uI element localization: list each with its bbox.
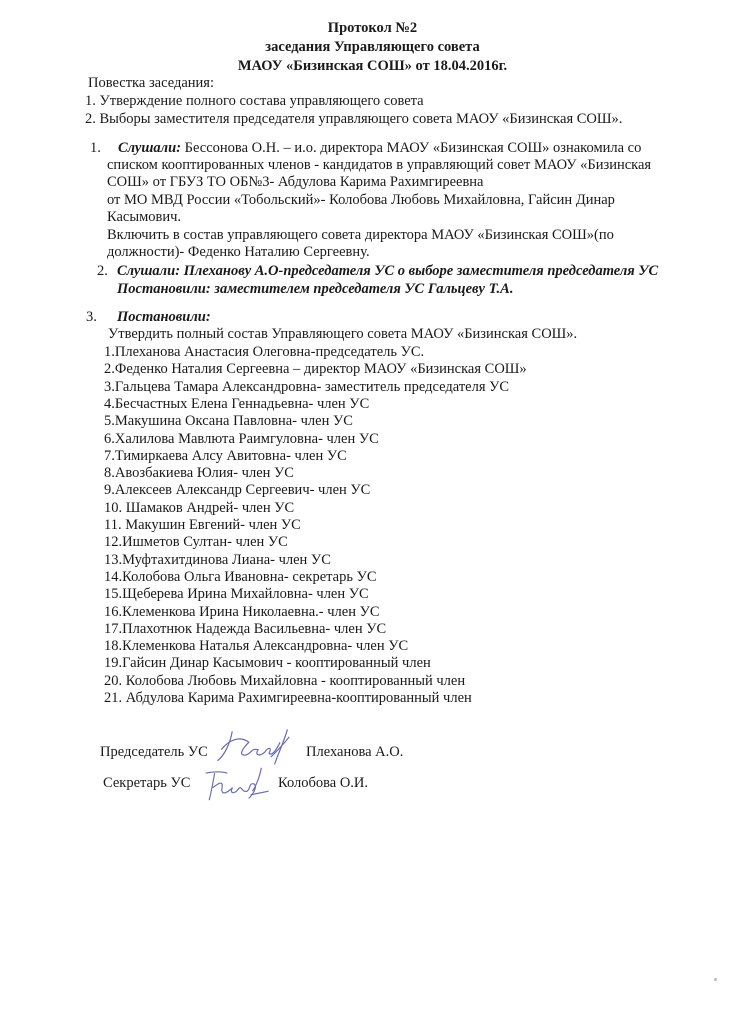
document-org-date: МАОУ «Бизинская СОШ» от 18.04.2016г. bbox=[237, 58, 508, 74]
member-item: 4.Бесчастных Елена Геннадьевна- член УС bbox=[104, 395, 370, 412]
section3-label: Постановили: bbox=[117, 309, 211, 325]
agenda-item: 1. Утверждение полного состава управляющего совета bbox=[85, 93, 424, 109]
section1-label: Слушали: bbox=[118, 140, 182, 156]
member-item: 7.Тимиркаева Алсу Авитовна- член УС bbox=[104, 447, 347, 464]
member-item: 16.Клеменкова Ирина Николаевна.- член УС bbox=[104, 603, 380, 620]
member-item: 11. Макушин Евгений- член УС bbox=[104, 517, 301, 533]
member-item: 8.Авозбакиева Юлия- член УС bbox=[104, 465, 294, 482]
section2-heard: Слушали: Плеханову А.О-председателя УС о выборе заместителя председателя УС bbox=[117, 263, 659, 279]
member-item: 18.Клеменкова Наталья Александровна- член УС bbox=[104, 638, 409, 655]
member-item: 17.Плахотнюк Надежда Васильевна- член УС bbox=[104, 620, 387, 637]
secretary-name: Колобова О.И. bbox=[278, 775, 369, 791]
section1-line: от МО МВД России «Тобольский»- Колобова Любовь Михайловна, Гайсин Динар bbox=[107, 192, 615, 208]
section3-number: 3. bbox=[86, 309, 97, 325]
member-item: 9.Алексеев Александр Сергеевич- член УС bbox=[104, 482, 371, 499]
member-item: 6.Халилова Мавлюта Раимгуловна- член УС bbox=[104, 430, 379, 447]
section1-number: 1. bbox=[90, 140, 101, 156]
member-item: 20. Колобова Любовь Михайловна - кооптированный член bbox=[104, 672, 466, 689]
member-item: 21. Абдулова Карима Рахимгиреевна-кооптированный член bbox=[104, 690, 472, 706]
section1-line: списком кооптированных членов - кандидатов в управляющий совет МАОУ «Бизинская bbox=[107, 157, 652, 173]
member-item: 13.Муфтахитдинова Лиана- член УС bbox=[104, 551, 331, 568]
document-title: Протокол №2 bbox=[327, 20, 418, 36]
scan-speck bbox=[714, 978, 717, 981]
section1-line: СОШ» от ГБУЗ ТО ОБ№3- Абдулова Карима Рахимгиреевна bbox=[107, 174, 484, 190]
document-subtitle: заседания Управляющего совета bbox=[265, 39, 480, 55]
secretary-label: Секретарь УС bbox=[103, 775, 191, 791]
section1-text: Бессонова О.Н. – и.о. директора МАОУ «Бизинская СОШ» ознакомила со bbox=[184, 140, 642, 156]
member-item: 12.Ишметов Султан- член УС bbox=[104, 534, 288, 551]
member-item: 15.Щеберева Ирина Михайловна- член УС bbox=[104, 586, 369, 603]
secretary-signature bbox=[202, 762, 274, 806]
member-item: 10. Шамаков Андрей- член УС bbox=[104, 499, 295, 516]
member-item: 1.Плеханова Анастасия Олеговна-председатель УС. bbox=[104, 344, 425, 360]
section3-intro: Утвердить полный состав Управляющего совета МАОУ «Бизинская СОШ». bbox=[108, 326, 578, 342]
section2-decided: Постановили: заместителем председателя УС Гальцеву Т.А. bbox=[117, 281, 514, 297]
agenda-heading: Повестка заседания: bbox=[88, 75, 214, 91]
chair-label: Председатель УС bbox=[100, 744, 208, 760]
section1-line: Включить в состав управляющего совета директора МАОУ «Бизинская СОШ»(по bbox=[107, 227, 614, 243]
section1-line: должности)- Феденко Наталию Сергеевну. bbox=[107, 244, 370, 260]
member-item: 19.Гайсин Динар Касымович - кооптированный член bbox=[104, 655, 431, 672]
member-item: 14.Колобова Ольга Ивановна- секретарь УС bbox=[104, 568, 377, 585]
chair-name: Плеханова А.О. bbox=[306, 744, 404, 760]
member-item: 5.Макушина Оксана Павловна- член УС bbox=[104, 413, 353, 430]
member-item: 2.Феденко Наталия Сергеевна – директор МАОУ «Бизинская СОШ» bbox=[104, 361, 527, 378]
section1-line bbox=[118, 140, 641, 157]
section2-number: 2. bbox=[97, 263, 108, 279]
section1-line: Касымович. bbox=[107, 209, 182, 225]
agenda-item: 2. Выборы заместителя председателя управляющего совета МАОУ «Бизинская СОШ». bbox=[85, 111, 623, 127]
member-item: 3.Гальцева Тамара Александровна- заместитель председателя УС bbox=[104, 378, 510, 395]
